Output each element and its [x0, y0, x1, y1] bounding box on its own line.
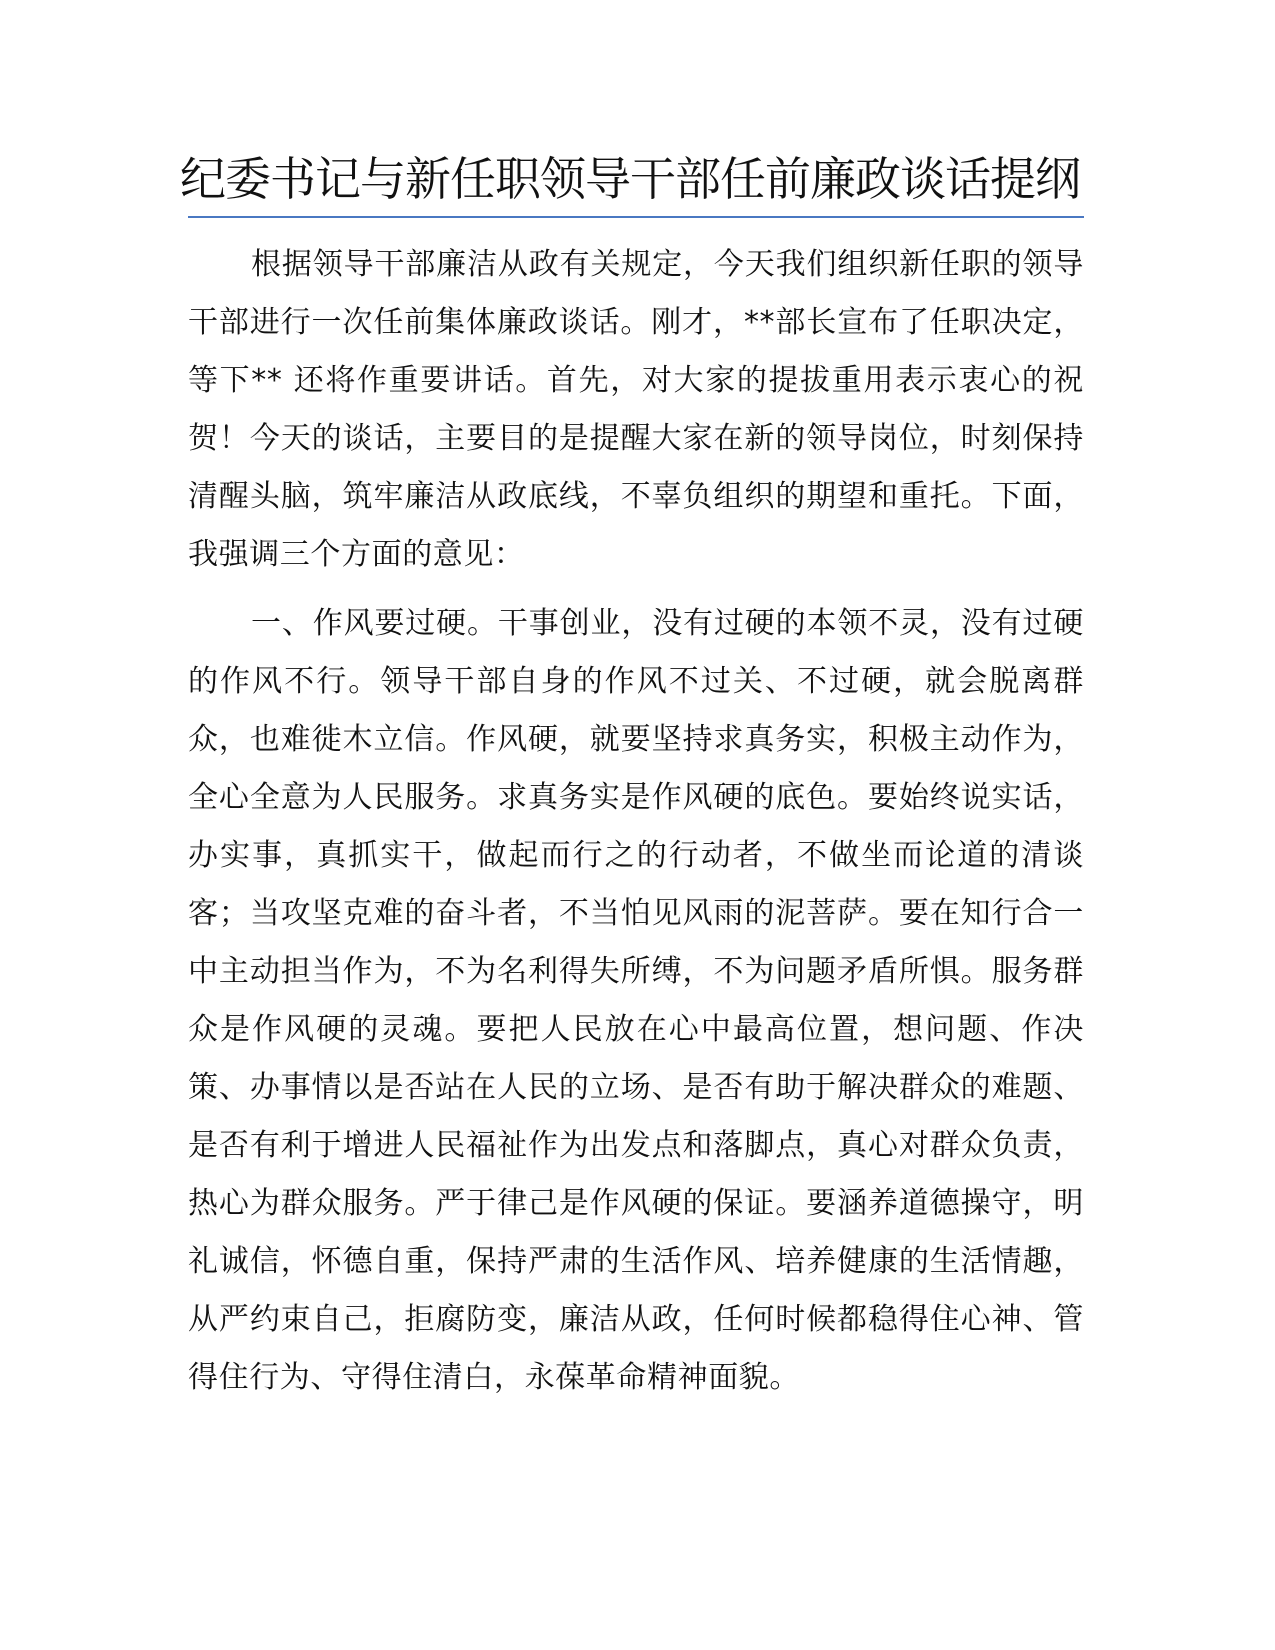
document-body [188, 236, 1084, 1407]
paragraph-intro: 根据领导干部廉洁从政有关规定，今天我们组织新任职的领导干部进行一次任前集体廉政谈话。刚才，**部长宣布了任职决定，等下** 还将作重要讲话。首先，对大家的提拔重用表示衷心的祝贺！今天的谈话，主要目的是提醒大家在新的领导岗位，时刻保持清醒头脑，筑牢廉洁从政底线，不辜负组织的期望和重托。下面，我强调三个方面的意见： [188, 247, 1084, 572]
title-underline [188, 216, 1084, 218]
paragraph-section-one: 一、作风要过硬。干事创业，没有过硬的本领不灵，没有过硬的作风不行。领导干部自身的作风不过关、不过硬，就会脱离群众，也难徙木立信。作风硬，就要坚持求真务实，积极主动作为，全心全意为人民服务。求真务实是作风硬的底色。要始终说实话，办实事，真抓实干，做起而行之的行动者，不做坐而论道的清谈客；当攻坚克难的奋斗者，不当怕见风雨的泥菩萨。要在知行合一中主动担当作为，不为名利得失所缚，不为问题矛盾所惧。服务群众是作风硬的灵魂。要把人民放在心中最高位置，想问题、作决策、办事情以是否站在人民的立场、是否有助于解决群众的难题、是否有利于增进人民福祉作为出发点和落脚点，真心对群众负责，热心为群众服务。严于律己是作风硬的保证。要涵养道德操守，明礼诚信，怀德自重，保持严肃的生活作风、培养健康的生活情趣，从严约束自己，拒腐防变，廉洁从政，任何时候都稳得住心神、管得住行为、守得住清白，永葆革命精神面貌。 [188, 606, 1084, 1395]
document-title: 纪委书记与新任职领导干部任前廉政谈话提纲 [180, 152, 1080, 206]
